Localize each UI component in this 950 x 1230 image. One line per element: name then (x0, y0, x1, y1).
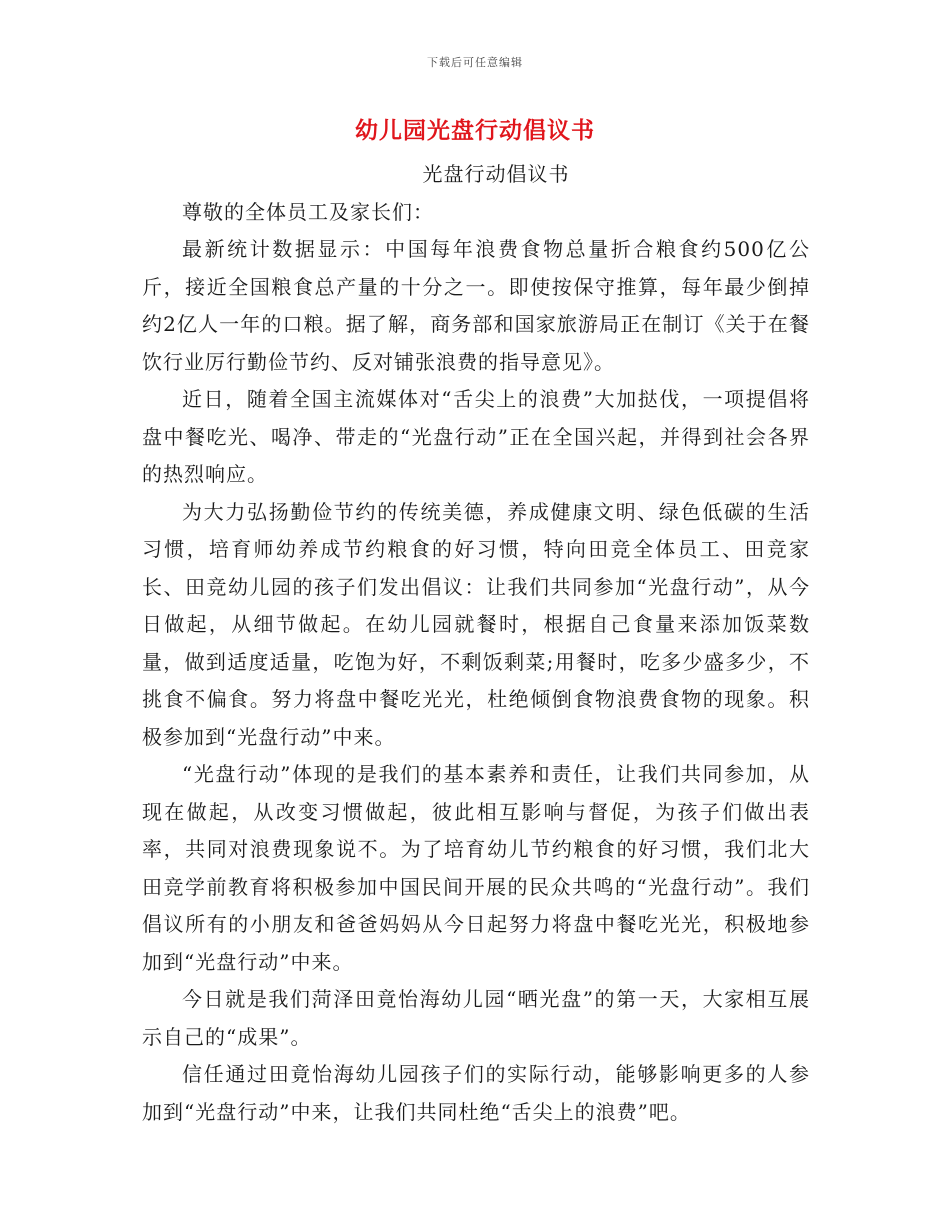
paragraph-closing: 信任通过田竟怡海幼儿园孩子们的实际行动，能够影响更多的人参加到“光盘行动”中来，让我们共同杜绝“舌尖上的浪费”吧。 (142, 1062, 810, 1124)
greeting: 尊敬的全体员工及家长们： (182, 199, 434, 224)
document-title: 幼儿园光盘行动倡议书 (355, 118, 595, 144)
paragraph-responsibility: “光盘行动”体现的是我们的基本素养和责任，让我们共同参加，从现在做起，从改变习惯做起，彼此相互影响与督促，为孩子们做出表率，共同对浪费现象说不。为了培育幼儿节约粮食的好习惯，我们北大田竞学前教育将积极参加中国民间开展的民众共鸣的“光盘行动”。我们倡议所有的小朋友和爸爸妈妈从今日起努力将盘中餐吃光光，积极地参加到“光盘行动”中来。 (142, 762, 810, 974)
paragraph-initiative: 为大力弘扬勤俭节约的传统美德，养成健康文明、绿色低碳的生活习惯，培育师幼养成节约粮食的好习惯，特向田竞全体员工、田竞家长、田竞幼儿园的孩子们发出倡议：让我们共同参加“光盘行动”，从今日做起，从细节做起。在幼儿园就餐时，根据自己食量来添加饭菜数量，做到适度适量，吃饱为好，不剩饭剩菜;用餐时，吃多少盛多少，不挑食不偏食。努力将盘中餐吃光光，杜绝倾倒食物浪费食物的现象。积极参加到“光盘行动”中来。 (142, 499, 810, 749)
paragraph-first-day: 今日就是我们菏泽田竟怡海幼儿园“晒光盘”的第一天，大家相互展示自己的“成果”。 (142, 987, 810, 1049)
header-note: 下载后可任意编辑 (427, 56, 523, 69)
document-subtitle: 光盘行动倡议书 (422, 162, 570, 186)
paragraph-statistics: 最新统计数据显示：中国每年浪费食物总量折合粮食约500亿公斤，接近全国粮食总产量的十分之一。即使按保守推算，每年最少倒掉约2亿人一年的口粮。据了解，商务部和国家旅游局正在制订《关于在餐饮行业厉行勤俭节约、反对铺张浪费的指导意见》。 (142, 237, 810, 374)
document-body (142, 156, 810, 1131)
paragraph-recent: 近日，随着全国主流媒体对“舌尖上的浪费”大加挞伐，一项提倡将盘中餐吃光、喝净、带走的“光盘行动”正在全国兴起，并得到社会各界的热烈响应。 (142, 387, 810, 486)
